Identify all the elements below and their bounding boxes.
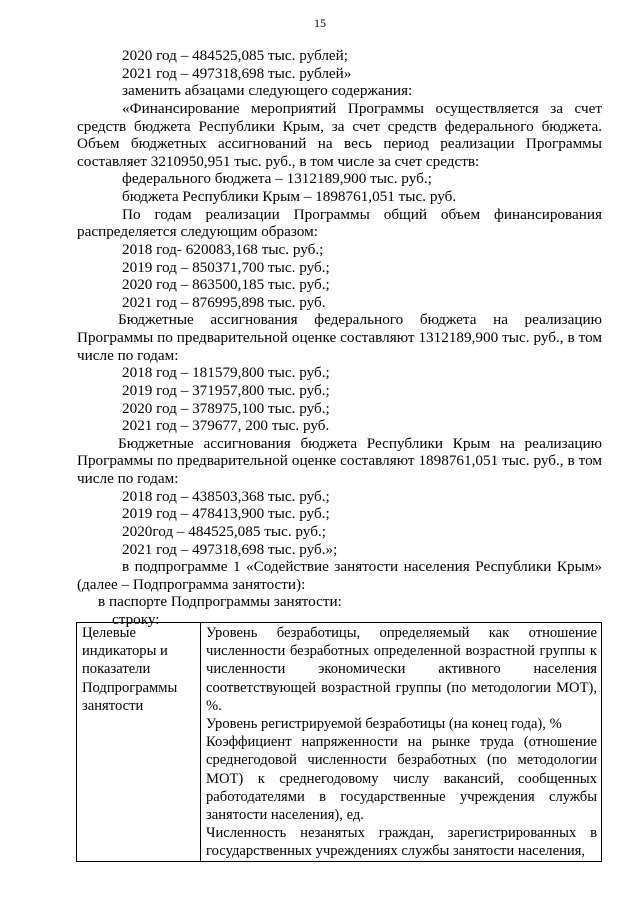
page-number: 15 — [314, 16, 326, 30]
text-line: По годам реализации Программы общий объем финансирования — [122, 205, 602, 223]
text-line: Программы по предварительной оценке составляют 1898761,051 тыс. руб., в том — [77, 452, 602, 470]
text-line: 2020 год – 378975,100 тыс. руб.; — [122, 399, 330, 417]
text-line: в паспорте Подпрограммы занятости: — [98, 593, 342, 611]
text-line: распределяется следующим образом: — [77, 223, 318, 241]
text-line: 2018 год – 438503,368 тыс. руб.; — [122, 487, 330, 505]
text-line: 2020 год – 484525,085 тыс. рублей; — [122, 47, 349, 64]
text-line: Бюджетные ассигнования федерального бюджета на реализацию — [118, 311, 602, 329]
table-cell-content — [201, 623, 602, 862]
text-line: «Финансирование мероприятий Программы осуществляется за счет — [122, 99, 602, 117]
text-line: 2021 год – 497318,698 тыс. рублей» — [122, 64, 352, 82]
text-line: федерального бюджета – 1312189,900 тыс. руб.; — [122, 170, 432, 188]
text-line: числе по годам: — [77, 346, 179, 364]
text-line: числе по годам: — [77, 470, 179, 487]
table-row — [77, 623, 602, 862]
text-line: бюджета Республики Крым – 1898761,051 тыс. руб. — [122, 188, 457, 205]
text-line: 2021 год – 379677, 200 тыс. руб. — [122, 417, 330, 435]
text-line: 2018 год – 181579,800 тыс. руб.; — [122, 364, 330, 382]
text-line: 2021 год – 876995,898 тыс. руб. — [122, 293, 326, 311]
table-paragraph: Уровень регистрируемой безработицы (на конец года), % — [206, 716, 562, 733]
text-line: составляет 3210950,951 тыс. руб., в том числе за счет средств: — [77, 152, 480, 170]
table-paragraph: Численность незанятых граждан, зарегистрированных в государственных учреждениях службы занятости населения, — [206, 825, 597, 860]
table-cell-label: Целевые индикаторы и показатели Подпрограммы занятости — [77, 623, 201, 862]
text-line: Объем бюджетных ассигнований на весь период реализации Программы — [77, 135, 602, 153]
text-line: строку: — [112, 611, 160, 628]
indicators-table — [76, 622, 602, 862]
text-line: 2020год – 484525,085 тыс. руб.; — [122, 522, 326, 540]
table-paragraph: Коэффициент напряженности на рынке труда (отношение среднегодовой численности безработных (по методологии МОТ) к среднегодовому числу вакансий, сообщенных работодателями в государственные учреждения службы занятости населения), ед. — [206, 734, 597, 824]
text-line: 2021 год – 497318,698 тыс. руб.»; — [122, 540, 338, 558]
text-line: Бюджетные ассигнования бюджета Республики Крым на реализацию — [118, 434, 602, 452]
text-line: (далее – Подпрограмма занятости): — [77, 575, 306, 593]
text-line: заменить абзацами следующего содержания: — [122, 82, 413, 100]
text-line: 2018 год- 620083,168 тыс. руб.; — [122, 240, 324, 258]
table-paragraph: Уровень безработицы, определяемый как отношение численности безработных определенной возрастной группы к численности экономически активного населения соответствующей возрастной группы (по методологии МОТ), %. — [206, 625, 597, 714]
text-line: 2020 год – 863500,185 тыс. руб.; — [122, 276, 330, 294]
text-line: в подпрограмме 1 «Содействие занятости населения Республики Крым» — [122, 558, 602, 576]
text-line: 2019 год – 850371,700 тыс. руб.; — [122, 258, 330, 276]
text-line: 2019 год – 371957,800 тыс. руб.; — [122, 381, 330, 399]
text-line: средств бюджета Республики Крым, за счет средств федерального бюджета. — [77, 117, 602, 135]
text-line: Программы по предварительной оценке составляют 1312189,900 тыс. руб., в том — [77, 329, 602, 346]
text-line: 2019 год – 478413,900 тыс. руб.; — [122, 505, 330, 523]
